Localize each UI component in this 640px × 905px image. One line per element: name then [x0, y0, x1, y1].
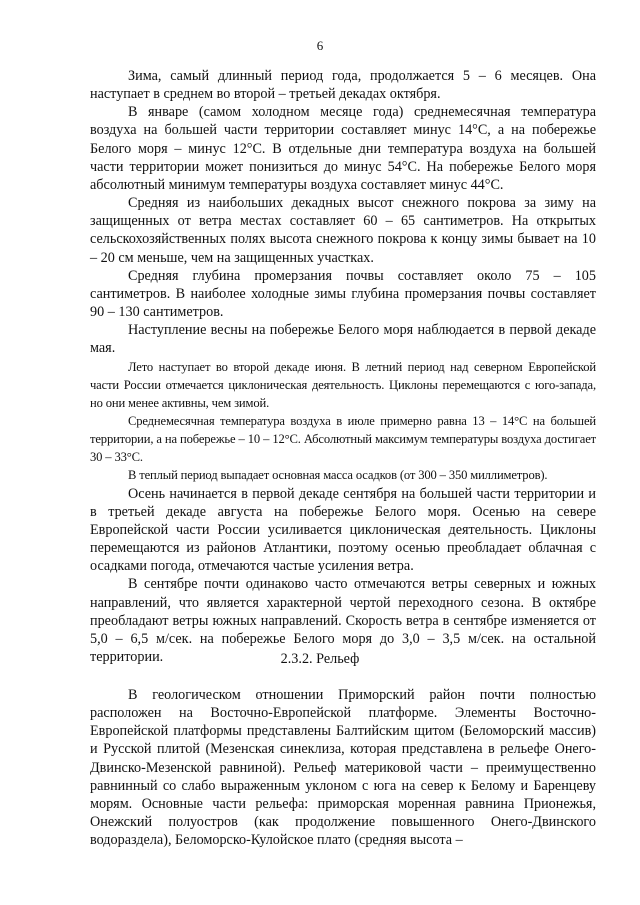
climate-text	[90, 67, 596, 666]
paragraph-summer: Лето наступает во второй декаде июня. В летний период над северном Европейской части России отмечается циклоническая деятельность. Циклоны перемещаются с юго-запада, но они менее активны, чем зимой.	[90, 359, 596, 410]
page-number: 6	[316, 38, 324, 53]
paragraph-soil-freezing: Средняя глубина промерзания почвы составляет около 75 – 105 сантиметров. В наиболее холодные зимы глубина промерзания почвы составляет 90 – 130 сантиметров.	[90, 267, 596, 321]
paragraph-autumn: Осень начинается в первой декаде сентября на большей части территории и в третьей декаде августа на побережье Белого моря. Осенью на севере Европейской части России усиливается циклоническая деятельность. Циклоны перемещаются из районов Атлантики, поэтому осенью преобладает облачная с осадками погода, отмечаются частые усиления ветра.	[90, 485, 596, 575]
paragraph-july-temperature: Среднемесячная температура воздуха в июле примерно равна 13 – 14°С на большей территории, а на побережье – 10 – 12°С. Абсолютный максимум температуры воздуха достигает 30 – 33°С.	[90, 413, 596, 465]
paragraph-january-temperature: В январе (самом холодном месяце года) среднемесячная температура воздуха на большей части территории составляет минус 14°С, а на побережье Белого моря – минус 12°С. В отдельные дни температура воздуха на большей части территории может понизиться до минус 54°С. На побережье Белого моря абсолютный минимум температуры воздуха составляет минус 44°С.	[90, 104, 596, 193]
paragraph-snow-cover: Средняя из наибольших декадных высот снежного покрова за зиму на защищенных от ветра местах составляет 60 – 65 сантиметров. На открытых сельскохозяйственных полях высота снежного покрова к концу зимы бывает на 10 – 20 см меньше, чем на защищенных участках.	[90, 195, 596, 266]
paragraph-precipitation: В теплый период выпадает основная масса осадков (от 300 – 350 миллиметров).	[128, 468, 548, 483]
paragraph-winds: В сентябре почти одинаково часто отмечаются ветры северных и южных направлений, что является характерной чертой переходного сезона. В октябре преобладают ветры южных направлений. Скорость ветра в сентябре изменяется от 5,0 – 6,5 м/сек. на побережье Белого моря до 3,0 – 3,5 м/сек. на остальной территории.	[90, 576, 596, 665]
paragraph-relief: В геологическом отношении Приморский район почти полностью расположен на Восточно-Европейской платформе. Элементы Восточно-Европейской платформы представлены Балтийским щитом (Беломорский массив) и Русской плитой (Мезенская синеклиза, которая представлена в рельефе Онего-Двинско-Мезенской равниной). Рельеф материковой части – преимущественно равнинный со слабо выраженным уклоном с юга на север к Белому и Баренцеву морям. Основные части рельефа: приморская моренная равнина Прионежья, Онежский полуостров (как продолжение повышенного Онего-Двинского водораздела), Беломорско-Кулойское плато (средняя высота –	[90, 687, 596, 849]
paragraph-winter: Зима, самый длинный период года, продолжается 5 – 6 месяцев. Она наступает в среднем во второй – третьей декадах октября.	[90, 68, 596, 103]
relief-text	[90, 686, 596, 849]
section-heading: 2.3.2. Рельеф	[280, 651, 360, 667]
paragraph-spring: Наступление весны на побережье Белого моря наблюдается в первой декаде мая.	[90, 322, 596, 357]
